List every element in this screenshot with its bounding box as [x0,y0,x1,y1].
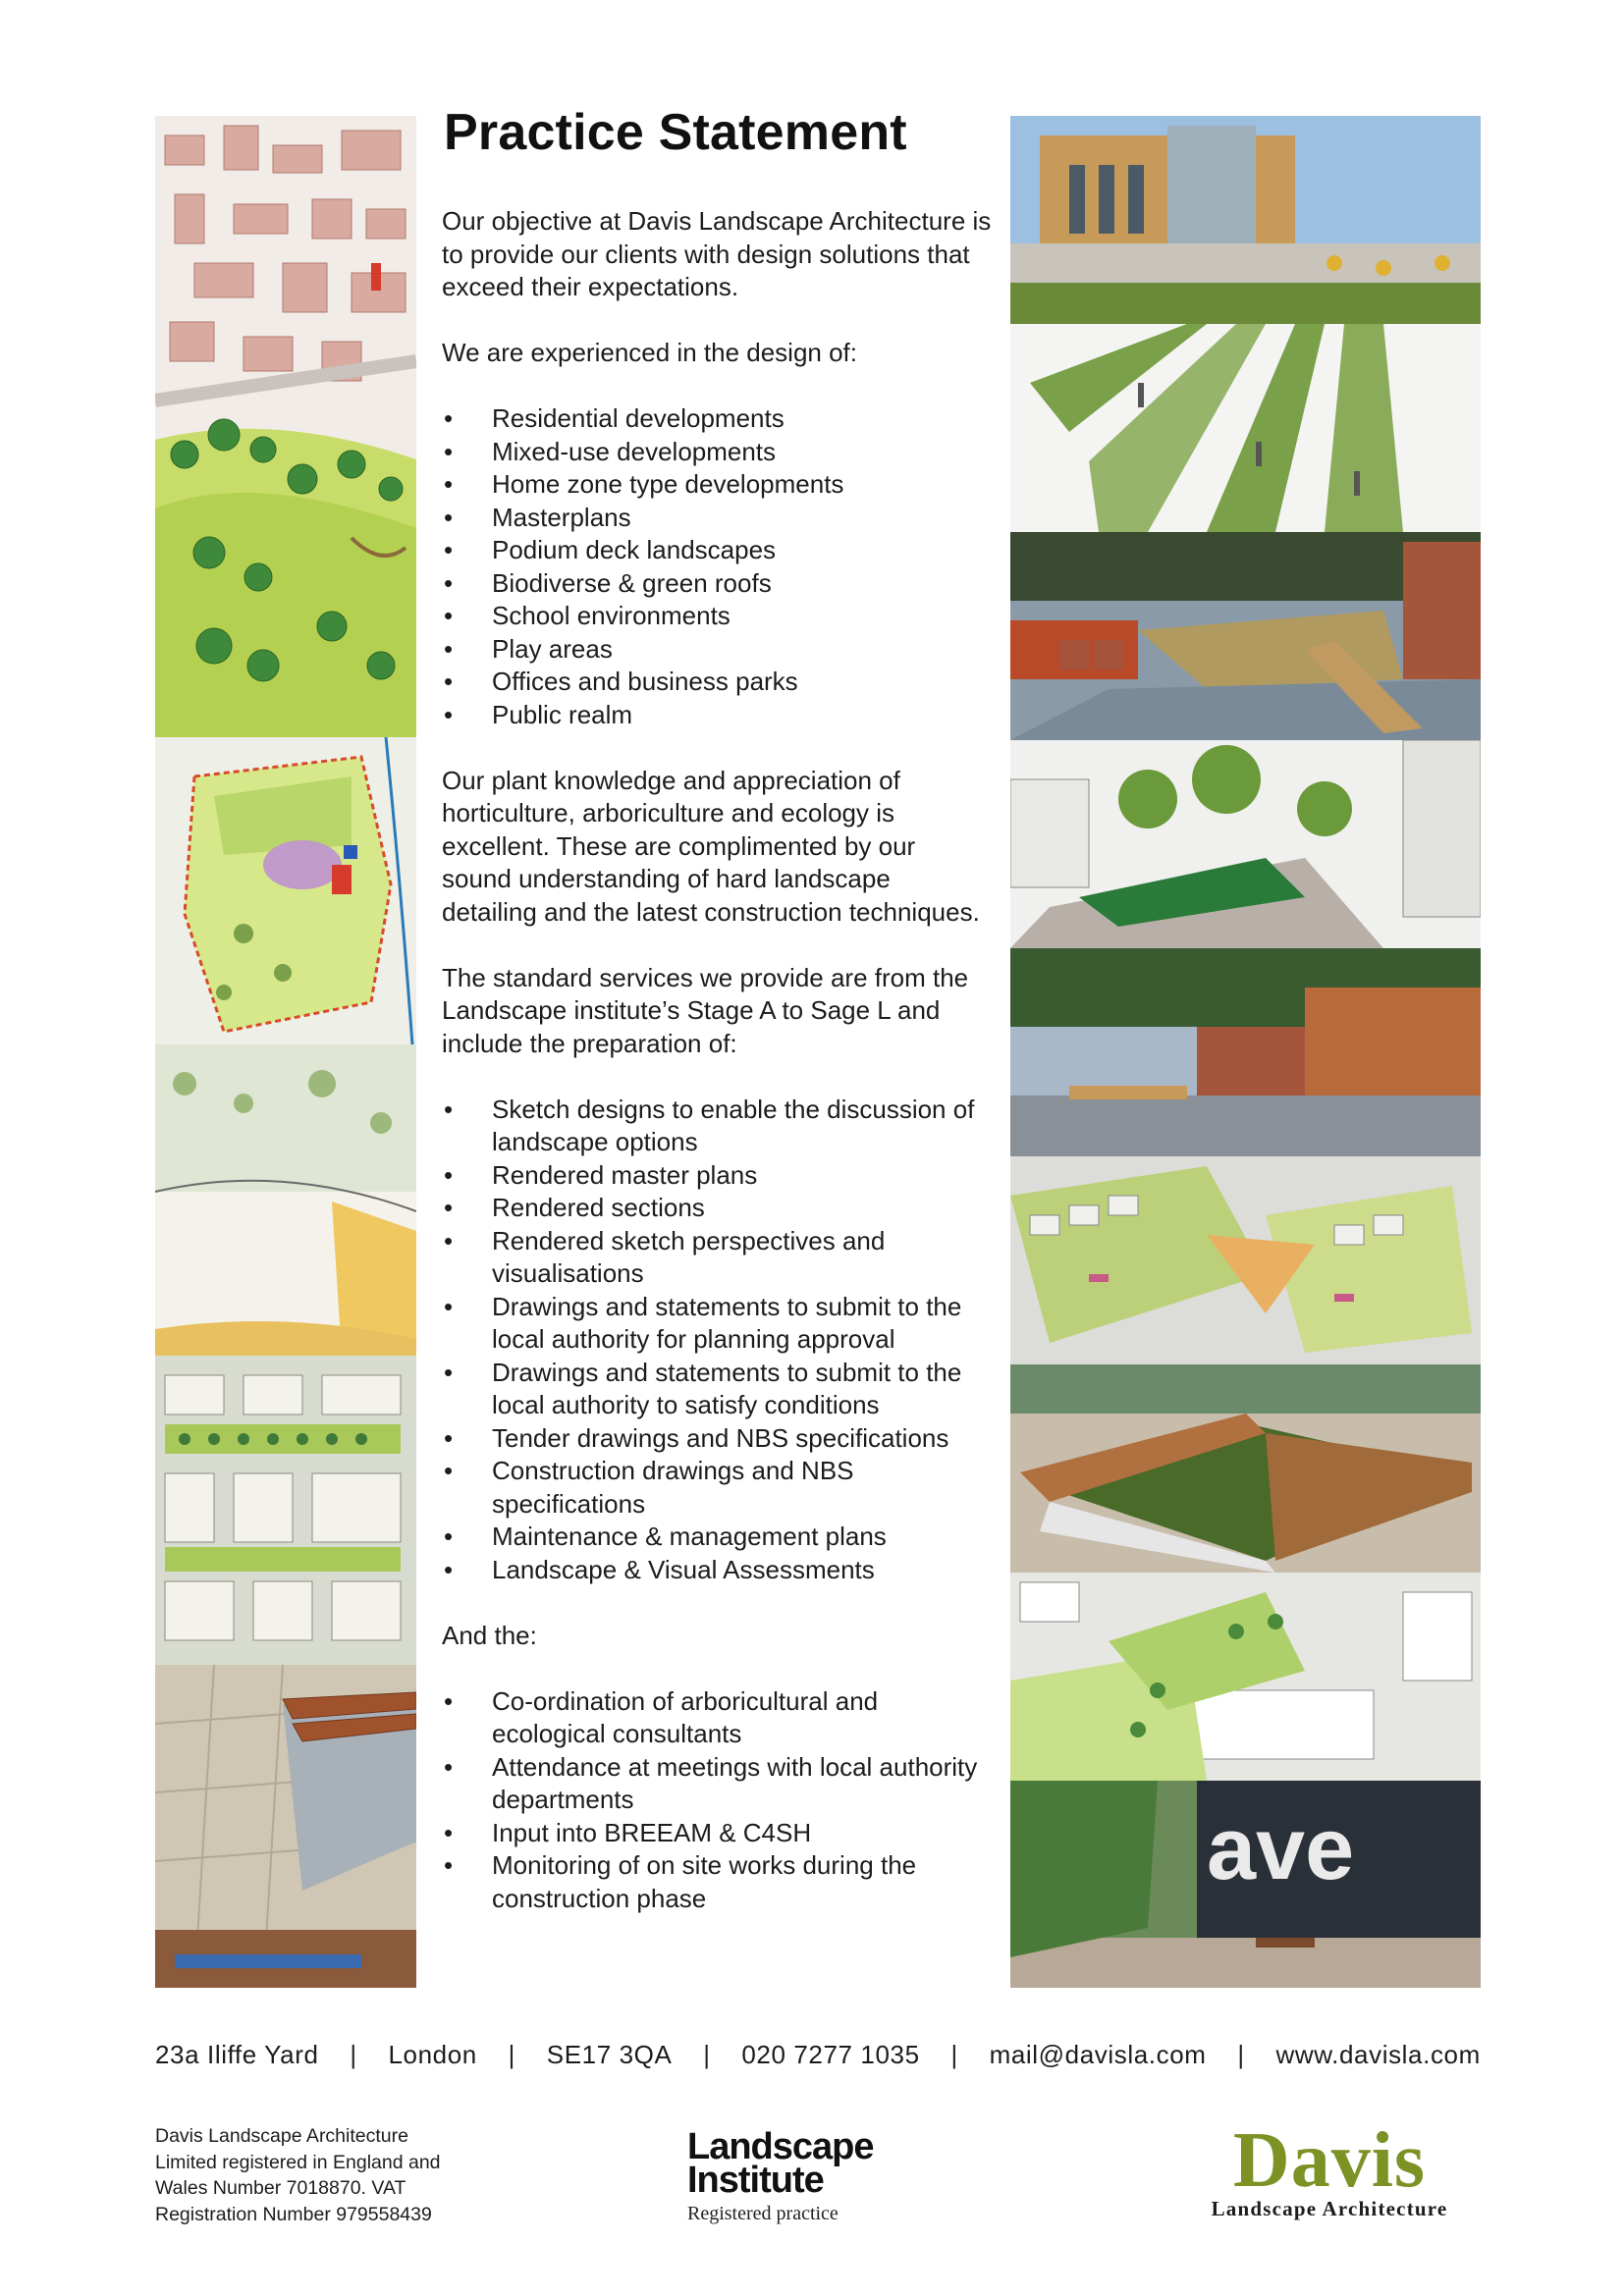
contact-separator: | [703,2040,711,2069]
list-item [442,1685,992,1751]
list-item [442,1094,992,1159]
bullet-icon: • [444,1522,454,1551]
right-photo-avenue-building [1010,1781,1481,1988]
contact-bar [155,2040,1481,2070]
contact-separator: | [508,2040,515,2069]
right-photo-courtyard [1010,532,1481,740]
right-photo-timber-bench-planter [1010,1364,1481,1573]
contact-city: London [388,2040,477,2069]
list-item-text: Residential developments [492,403,785,433]
bullet-icon: • [444,567,454,598]
left-image-sketch-masterplan [155,116,416,737]
list-item-text: Masterplans [492,502,631,532]
bullet-icon: • [444,1159,454,1190]
list-item-text: Landscape & Visual Assessments [492,1554,875,1584]
list-item [442,1291,992,1357]
list-item-text: Input into BREEAM & C4SH [492,1817,812,1847]
list-item [442,1455,992,1521]
bullet-icon: • [444,667,454,696]
bullet-icon: • [444,436,454,466]
list-item [442,1422,992,1456]
page-title: Practice Statement [444,104,907,161]
davis-logo [1174,2117,1485,2221]
list-item-text: Tender drawings and NBS specifications [492,1422,949,1453]
bullet-icon: • [444,535,454,564]
contact-separator: | [950,2040,958,2069]
list-item [442,567,992,601]
additional-services-list [442,1685,992,1916]
list-item [442,1192,992,1225]
contact-separator: | [350,2040,357,2069]
list-item-text: Rendered master plans [492,1159,758,1190]
landscape-institute-logo [687,2126,962,2225]
and-the-paragraph: And the: [442,1620,537,1650]
left-image-paving-bench [155,1665,416,1988]
right-plan-streets [1010,1573,1481,1781]
bullet-icon: • [444,699,454,729]
list-item [442,1357,992,1422]
design-types-list [442,402,992,731]
left-image-park-plan [155,737,416,1044]
list-item-text: Play areas [492,633,613,664]
list-item-text: Home zone type developments [492,469,844,499]
left-image-column [155,116,416,1988]
right-render-planted-walkway [1010,324,1481,532]
list-item-text: Podium deck landscapes [492,535,777,564]
list-item-text: Attendance at meetings with local authority departments [492,1751,978,1814]
list-item-text: Drawings and statements to submit to the local authority to satisfy conditions [492,1357,962,1419]
legal-line: Limited registered in England and [155,2151,441,2173]
legal-line: Registration Number 979558439 [155,2203,432,2225]
list-item [442,1849,992,1915]
list-item-text: Rendered sketch perspectives and visualisations [492,1225,886,1288]
list-item-text: Monitoring of on site works during the construction phase [492,1850,917,1913]
bullet-icon: • [444,1751,454,1782]
bullet-icon: • [444,1291,454,1321]
right-render-street-square [1010,740,1481,948]
right-photo-school-yard [1010,948,1481,1156]
list-item [442,1521,992,1554]
right-image-column [1010,116,1481,1988]
bullet-icon: • [444,1422,454,1453]
right-plan-green-masterplan [1010,1156,1481,1364]
list-item [442,600,992,633]
legal-line: Wales Number 7018870. VAT [155,2177,406,2199]
bullet-icon: • [444,1817,454,1847]
contact-address: 23a Iliffe Yard [155,2040,319,2069]
li-logo-line2: Institute [687,2160,824,2201]
list-item [442,534,992,567]
contact-postcode: SE17 3QA [546,2040,673,2069]
contact-website-link[interactable]: www.davisla.com [1275,2040,1481,2069]
list-item-text: Drawings and statements to submit to the local authority for planning approval [492,1291,962,1354]
bullet-icon: • [444,1225,454,1255]
list-item [442,468,992,502]
list-item [442,633,992,667]
list-item-text: Co-ordination of arboricultural and ecological consultants [492,1685,879,1748]
list-item [442,1817,992,1850]
bullet-icon: • [444,601,454,630]
list-item [442,1159,992,1193]
bullet-icon: • [444,469,454,499]
list-item [442,502,992,535]
left-image-housing-masterplan [155,1356,416,1665]
contact-phone[interactable]: 020 7277 1035 [741,2040,920,2069]
bullet-icon: • [444,633,454,664]
li-logo-line1: Landscape [687,2126,874,2167]
list-item [442,402,992,436]
list-item-text: Offices and business parks [492,667,798,696]
contact-separator: | [1237,2040,1245,2069]
svg-text:ave: ave [1207,1800,1355,1898]
list-item [442,1225,992,1291]
list-item [442,1554,992,1587]
bullet-icon: • [444,1456,454,1485]
bullet-icon: • [444,403,454,433]
bullet-icon: • [444,1554,454,1584]
bullet-icon: • [444,502,454,532]
davis-logo-name: Davis [1232,2117,1427,2204]
list-item-text: Public realm [492,699,633,729]
list-item-text: Sketch designs to enable the discussion of landscape options [492,1094,975,1156]
bullet-icon: • [444,1193,454,1222]
bullet-icon: • [444,1685,454,1716]
bullet-icon: • [444,1357,454,1387]
services-list [442,1094,992,1587]
list-item [442,699,992,732]
contact-email-link[interactable]: mail@davisla.com [989,2040,1207,2069]
left-image-site-section [155,1044,416,1356]
right-photo-office-building [1010,116,1481,324]
bullet-icon: • [444,1850,454,1880]
li-logo-line3: Registered practice [687,2203,839,2224]
list-item [442,666,992,699]
objective-paragraph: Our objective at Davis Landscape Architecture is to provide our clients with design solutions that exceed their expectations. [442,206,992,301]
list-item-text: Construction drawings and NBS specifications [492,1456,854,1519]
legal-line: Davis Landscape Architecture [155,2125,408,2147]
list-item-text: Mixed-use developments [492,436,777,466]
list-item-text: Rendered sections [492,1193,705,1222]
list-item [442,1751,992,1817]
list-item-text: Biodiverse & green roofs [492,567,772,598]
plant-knowledge-paragraph: Our plant knowledge and appreciation of horticulture, arboriculture and ecology is excellent. These are complimented by our sound understanding of hard landscape detailing and the latest construction techniques. [442,765,980,927]
legal-registration [155,2123,509,2227]
main-content [442,103,992,1915]
experienced-paragraph: We are experienced in the design of: [442,338,858,367]
list-item-text: Maintenance & management plans [492,1522,887,1551]
services-intro-paragraph: The standard services we provide are from the Landscape institute’s Stage A to Sage L and include the preparation of: [442,962,969,1058]
list-item-text: School environments [492,601,731,630]
bullet-icon: • [444,1094,454,1124]
davis-logo-subtitle: Landscape Architecture [1211,2197,1448,2220]
list-item [442,436,992,469]
